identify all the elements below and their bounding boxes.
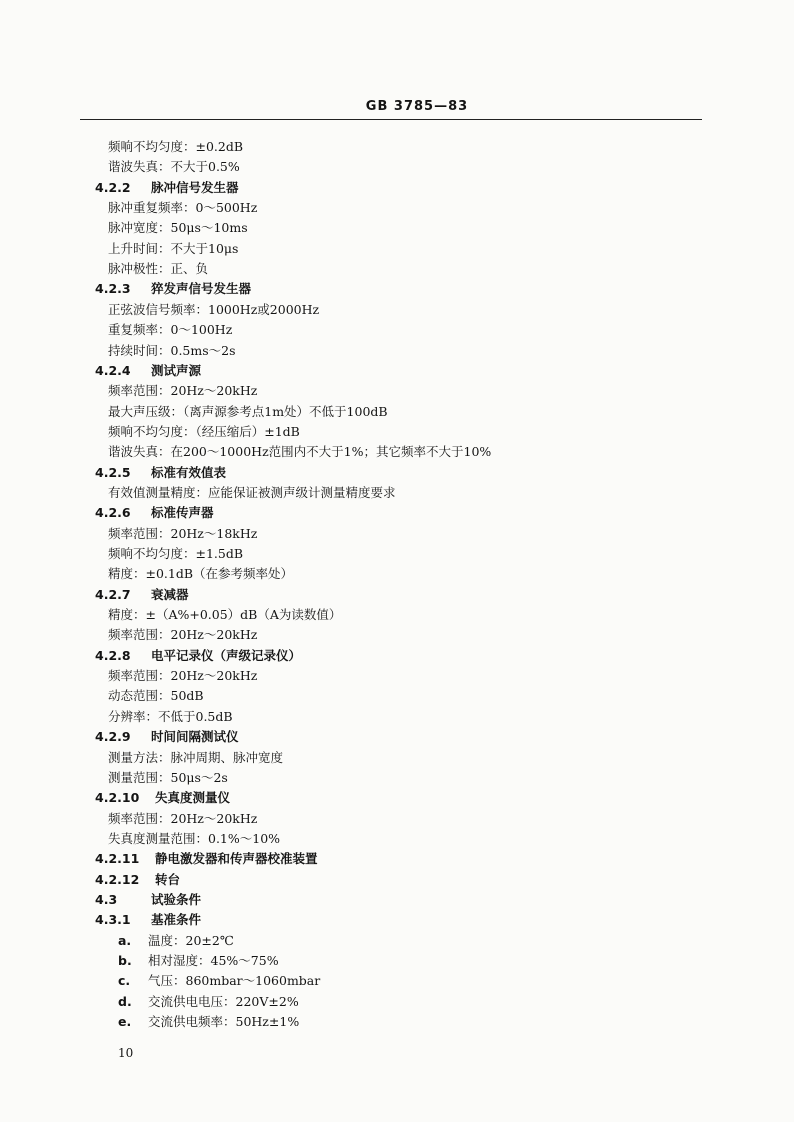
spec-line: 频率范围：20Hz～20kHz: [108, 627, 258, 642]
spec-line: 测量范围：50μs～2s: [108, 770, 228, 785]
section-title: 基准条件: [151, 912, 202, 927]
section-title: 猝发声信号发生器: [151, 281, 252, 296]
spec-line: 持续时间：0.5ms～2s: [108, 343, 236, 358]
document-header: GB 3785—83: [365, 99, 469, 114]
spec-line: 精度：±0.1dB（在参考频率处）: [108, 566, 294, 581]
header-rule: [80, 119, 702, 120]
spec-line: 测量方法：脉冲周期、脉冲宽度: [108, 750, 284, 765]
section-number: 4.2.9: [95, 729, 131, 744]
spec-line: 频响不均匀度：±0.2dB: [108, 139, 244, 154]
section-heading: [95, 892, 201, 908]
page-number: 10: [118, 1046, 134, 1060]
item-text: 温度：20±2℃: [148, 933, 234, 948]
section-number: 4.2.12: [95, 872, 140, 887]
section-title: 时间间隔测试仪: [151, 729, 239, 744]
condition-item: [118, 933, 234, 949]
section-title: 电平记录仪（声级记录仪）: [151, 648, 302, 663]
spec-line: 动态范围：50dB: [108, 688, 204, 703]
item-label: b.: [118, 953, 132, 968]
section-number: 4.2.8: [95, 648, 131, 663]
spec-line: 频响不均匀度：（经压缩后）±1dB: [108, 424, 300, 439]
section-title: 衰减器: [151, 587, 189, 602]
section-heading: [95, 587, 189, 603]
section-title: 测试声源: [151, 363, 202, 378]
section-number: 4.2.7: [95, 587, 131, 602]
spec-line: 频率范围：20Hz～20kHz: [108, 668, 258, 683]
spec-line: 上升时间：不大于10μs: [108, 241, 239, 256]
item-label: e.: [118, 1014, 132, 1029]
spec-line: 正弦波信号频率：1000Hz或2000Hz: [108, 302, 320, 317]
section-heading: [95, 505, 214, 521]
item-label: d.: [118, 994, 132, 1009]
section-heading: [95, 790, 230, 806]
spec-line: 脉冲重复频率：0～500Hz: [108, 200, 258, 215]
section-heading: [95, 180, 239, 196]
item-text: 交流供电电压：220V±2%: [148, 994, 299, 1009]
spec-line: 重复频率：0～100Hz: [108, 322, 233, 337]
section-title: 失真度测量仪: [155, 790, 231, 805]
spec-line: 最大声压级：（离声源参考点1m处）不低于100dB: [108, 404, 388, 419]
condition-item: [118, 1014, 299, 1030]
spec-line: 谐波失真：不大于0.5%: [108, 159, 240, 174]
spec-line: 脉冲宽度：50μs～10ms: [108, 220, 248, 235]
section-heading: [95, 729, 239, 745]
section-title: 标准有效值表: [151, 465, 227, 480]
section-title: 脉冲信号发生器: [151, 180, 239, 195]
section-number: 4.2.11: [95, 851, 140, 866]
spec-line: 精度：±（A%+0.05）dB（A为读数值）: [108, 607, 342, 622]
section-heading: [95, 648, 301, 664]
section-title: 转台: [155, 872, 181, 887]
item-label: c.: [118, 973, 131, 988]
section-heading: [95, 465, 226, 481]
section-number: 4.2.4: [95, 363, 131, 378]
section-heading: [95, 872, 180, 888]
condition-item: [118, 994, 299, 1010]
section-number: 4.2.2: [95, 180, 131, 195]
item-text: 相对湿度：45%～75%: [148, 953, 279, 968]
section-heading: [95, 363, 201, 379]
item-label: a.: [118, 933, 132, 948]
section-number: 4.3: [95, 892, 118, 907]
section-title: 静电激发器和传声器校准装置: [155, 851, 318, 866]
section-number: 4.2.10: [95, 790, 140, 805]
section-title: 试验条件: [151, 892, 202, 907]
section-heading: [95, 912, 201, 928]
condition-item: [118, 973, 320, 989]
spec-line: 频响不均匀度：±1.5dB: [108, 546, 244, 561]
item-text: 气压：860mbar～1060mbar: [148, 973, 321, 988]
section-heading: [95, 851, 318, 867]
section-number: 4.2.5: [95, 465, 131, 480]
spec-line: 谐波失真：在200～1000Hz范围内不大于1%；其它频率不大于10%: [108, 444, 492, 459]
item-text: 交流供电频率：50Hz±1%: [148, 1014, 300, 1029]
spec-line: 分辨率：不低于0.5dB: [108, 709, 233, 724]
spec-line: 频率范围：20Hz～20kHz: [108, 383, 258, 398]
section-heading: [95, 281, 251, 297]
section-number: 4.2.3: [95, 281, 131, 296]
section-title: 标准传声器: [151, 505, 214, 520]
spec-line: 频率范围：20Hz～20kHz: [108, 811, 258, 826]
spec-line: 有效值测量精度：应能保证被测声级计测量精度要求: [108, 485, 396, 500]
spec-line: 脉冲极性：正、负: [108, 261, 209, 276]
section-number: 4.2.6: [95, 505, 131, 520]
condition-item: [118, 953, 279, 969]
section-number: 4.3.1: [95, 912, 131, 927]
spec-line: 失真度测量范围：0.1%～10%: [108, 831, 281, 846]
spec-line: 频率范围：20Hz～18kHz: [108, 526, 258, 541]
